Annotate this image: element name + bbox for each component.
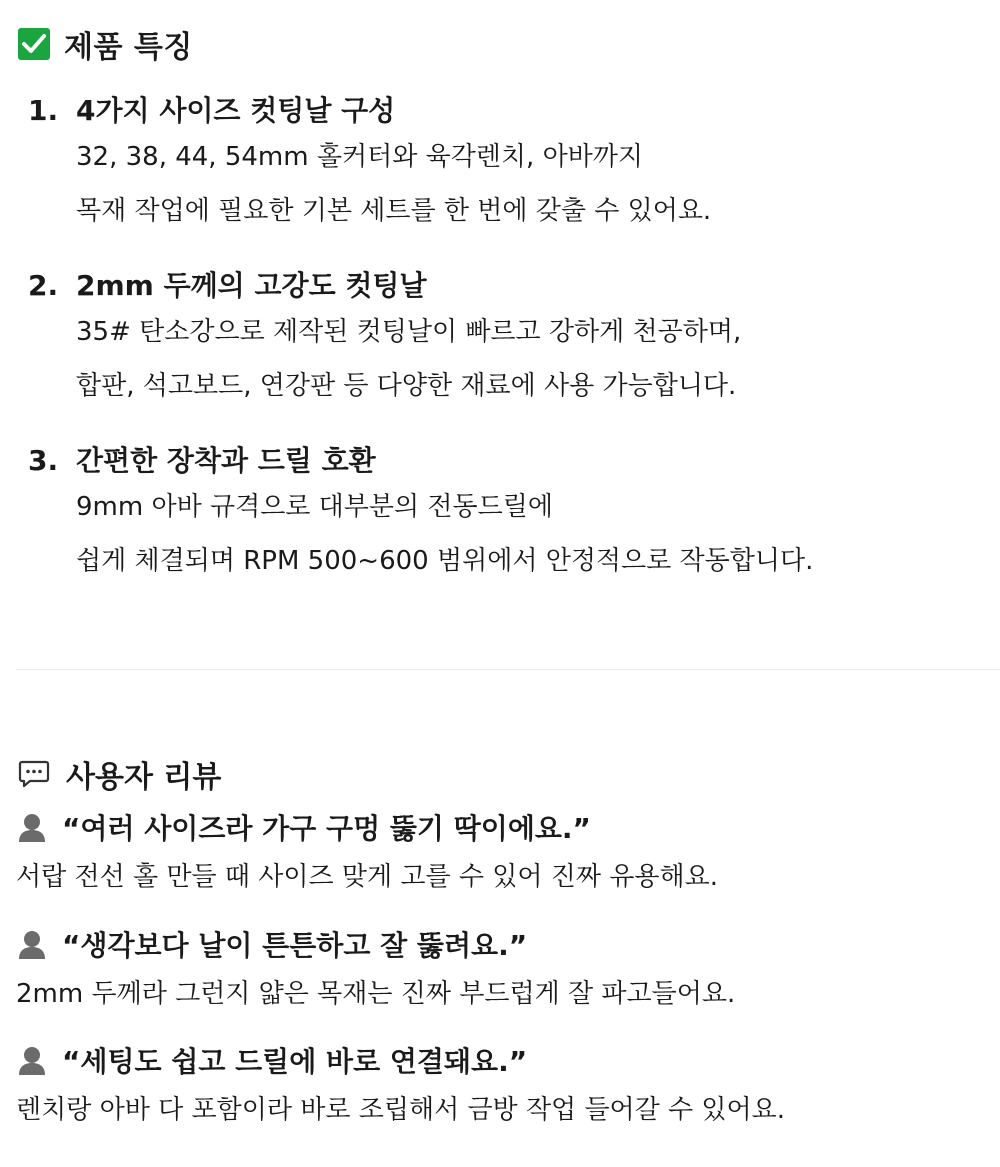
review-quote: “여러 사이즈라 가구 구멍 뚫기 딱이에요.”: [62, 812, 591, 845]
check-mark-box-icon: [18, 28, 50, 60]
feature-number: 3.: [28, 444, 59, 477]
feature-item: [28, 442, 813, 588]
review-item: [16, 922, 986, 1022]
review-quote: “세팅도 쉽고 드릴에 바로 연결돼요.”: [62, 1045, 528, 1078]
feature-item: [28, 267, 741, 413]
review-body: 2mm 두께라 그런지 얇은 목재는 진짜 부드럽게 잘 파고들어요.: [16, 979, 736, 1009]
feature-title: 간편한 장착과 드릴 호환: [76, 444, 376, 477]
section-divider: [16, 669, 1000, 670]
feature-description-line: 32, 38, 44, 54mm 홀커터와 육각렌치, 아바까지: [76, 142, 644, 172]
review-item: [16, 805, 986, 905]
feature-number: 1.: [28, 94, 59, 127]
feature-item: [28, 92, 711, 238]
features-title: 제품 특징: [64, 30, 193, 65]
feature-description-line: 합판, 석고보드, 연강판 등 다양한 재료에 사용 가능합니다.: [76, 371, 737, 401]
review-body: 서랍 전선 홀 만들 때 사이즈 맞게 고를 수 있어 진짜 유용해요.: [16, 862, 718, 892]
feature-number: 2.: [28, 269, 59, 302]
person-silhouette-icon: [16, 810, 48, 844]
review-body: 렌치랑 아바 다 포함이라 바로 조립해서 금방 작업 들어갈 수 있어요.: [16, 1095, 786, 1125]
reviews-title: 사용자 리뷰: [66, 760, 222, 795]
feature-description-line: 9mm 아바 규격으로 대부분의 전동드릴에: [76, 492, 553, 522]
reviews-heading: [18, 754, 221, 794]
review-quote: “생각보다 날이 튼튼하고 잘 뚫려요.”: [62, 929, 528, 962]
person-silhouette-icon: [16, 927, 48, 961]
feature-title: 2mm 두께의 고강도 컷팅날: [76, 269, 427, 302]
feature-description-line: 목재 작업에 필요한 기본 세트를 한 번에 갖출 수 있어요.: [76, 196, 712, 226]
features-heading: [18, 24, 193, 64]
review-item: [16, 1038, 986, 1138]
feature-title: 4가지 사이즈 컷팅날 구성: [76, 94, 396, 127]
feature-description-line: 35# 탄소강으로 제작된 컷팅날이 빠르고 강하게 천공하며,: [76, 317, 742, 347]
feature-description-line: 쉽게 체결되며 RPM 500~600 범위에서 안정적으로 작동합니다.: [76, 546, 814, 576]
speech-bubble-icon: [18, 759, 52, 789]
person-silhouette-icon: [16, 1043, 48, 1077]
